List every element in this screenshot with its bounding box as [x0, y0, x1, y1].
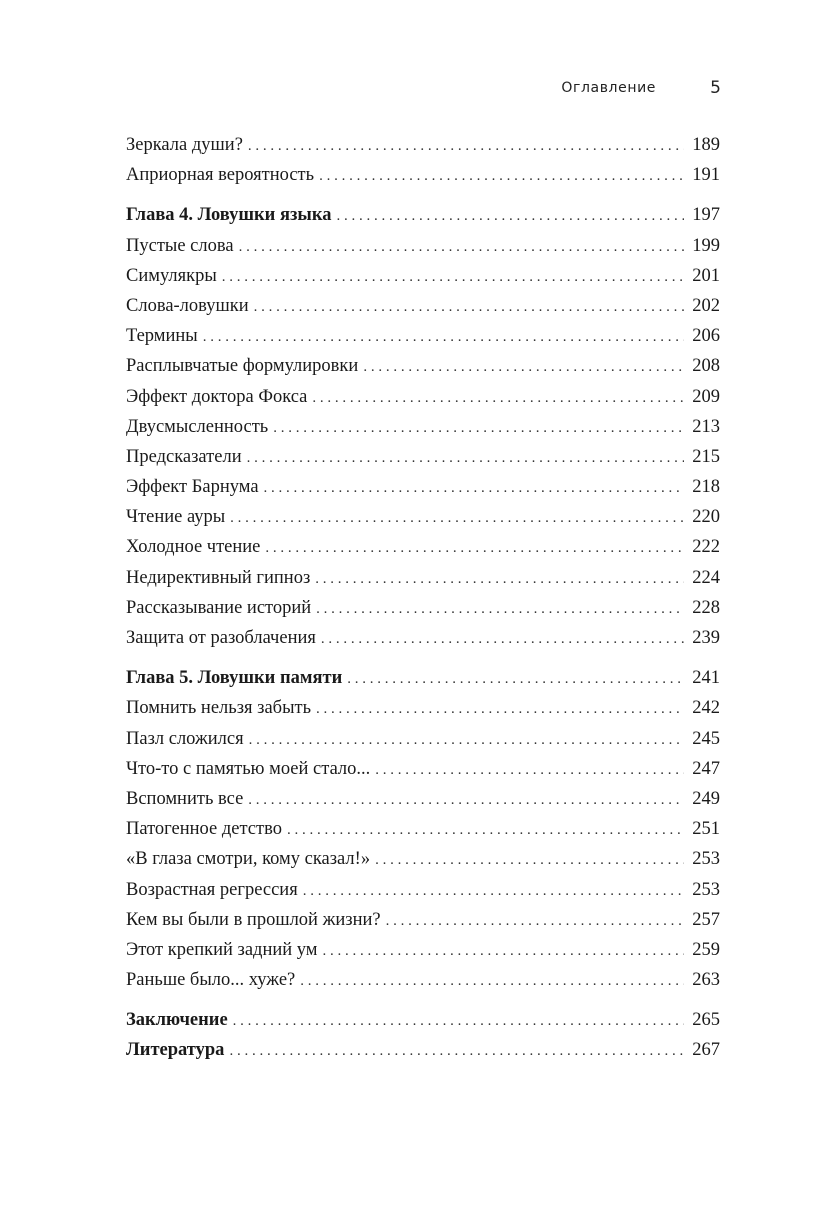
toc-entry-page: 257 [692, 909, 720, 930]
toc-entry-page: 191 [692, 165, 720, 186]
dot-leader [375, 845, 684, 875]
toc-entry-page: 242 [692, 698, 720, 719]
toc-entry-page: 201 [692, 265, 720, 286]
toc-entry[interactable] [126, 593, 720, 623]
toc-entry-label: Априорная вероятность [126, 165, 315, 186]
toc-entry-label: Патогенное детство [126, 819, 282, 840]
toc-entry-label: Расплывчатые формулировки [126, 356, 359, 377]
dot-leader [254, 292, 684, 322]
toc-entry-page: 245 [692, 728, 720, 749]
toc-entry-page: 247 [692, 758, 720, 779]
toc-entry-label: Термины [126, 326, 198, 347]
dot-leader [239, 232, 684, 262]
running-head-title: Оглавление [561, 80, 656, 96]
toc-entry-label: Возрастная регрессия [126, 879, 298, 900]
toc-entry-page: 189 [692, 135, 720, 155]
toc-entry-label: Что-то с памятью моей стало... [126, 758, 371, 779]
toc-entry[interactable] [126, 905, 720, 935]
toc-entry[interactable] [126, 130, 720, 160]
toc-entry[interactable] [126, 412, 720, 442]
dot-leader [203, 322, 684, 352]
toc-entry-label: Эффект доктора Фокса [126, 386, 308, 407]
toc-entry[interactable] [126, 442, 720, 472]
toc-chapter-4[interactable] [126, 200, 720, 230]
toc-entry-label: Кем вы были в прошлой жизни? [126, 909, 381, 930]
toc-chapter-label: Глава 5. Ловушки памяти [126, 668, 343, 689]
dot-leader [248, 785, 684, 815]
toc-entry-page: 206 [692, 326, 720, 347]
dot-leader [323, 936, 684, 966]
dot-leader [319, 161, 684, 191]
toc-entry-label: Вспомнить все [126, 788, 244, 809]
toc-chapter-label: Заключение [126, 1010, 228, 1031]
toc-conclusion[interactable] [126, 1005, 720, 1035]
toc-entry-page: 253 [692, 879, 720, 900]
toc-chapter-5[interactable] [126, 663, 720, 693]
toc-literature[interactable] [126, 1035, 720, 1065]
toc-entry[interactable] [126, 532, 720, 562]
toc-chapter-page: 241 [692, 668, 720, 689]
toc-entry-page: 209 [692, 386, 720, 407]
dot-leader [287, 815, 684, 845]
toc-entry[interactable] [126, 563, 720, 593]
dot-leader [222, 262, 684, 292]
dot-leader [316, 694, 684, 724]
toc-entry-page: 239 [692, 628, 720, 648]
toc-entry[interactable] [126, 231, 720, 261]
toc-chapter-label: Литература [126, 1040, 225, 1061]
toc-entry[interactable] [126, 321, 720, 351]
dot-leader [375, 755, 684, 785]
toc-entry[interactable] [126, 261, 720, 291]
toc-entry-label: Защита от разоблачения [126, 628, 316, 648]
toc-entry-page: 215 [692, 446, 720, 467]
dot-leader [247, 443, 684, 473]
toc-entry[interactable] [126, 693, 720, 723]
toc-entry[interactable] [126, 160, 720, 190]
dot-leader [273, 413, 684, 443]
dot-leader [229, 1036, 684, 1066]
toc-entry-label: Слова-ловушки [126, 295, 249, 316]
toc-entry-label: Чтение ауры [126, 507, 226, 528]
dot-leader [264, 473, 684, 503]
toc-entry-label: Двусмысленность [126, 416, 269, 437]
dot-leader [300, 966, 684, 996]
toc-entry-label: Предсказатели [126, 446, 242, 467]
dot-leader [336, 201, 684, 231]
dot-leader [386, 906, 684, 936]
toc-entry-page: 253 [692, 849, 720, 870]
toc-entry-page: 259 [692, 939, 720, 960]
page-number: 5 [710, 78, 721, 98]
dot-leader [303, 876, 684, 906]
toc-entry-page: 199 [692, 235, 720, 256]
dot-leader [363, 352, 684, 382]
dot-leader [233, 1006, 684, 1036]
toc-entry[interactable] [126, 502, 720, 532]
toc-entry[interactable] [126, 875, 720, 905]
toc-entry[interactable] [126, 965, 720, 995]
toc-entry-page: 218 [692, 477, 720, 498]
toc-entry-page: 251 [692, 819, 720, 840]
toc-entry[interactable] [126, 351, 720, 381]
toc-entry-page: 222 [692, 537, 720, 558]
toc-entry[interactable] [126, 844, 720, 874]
toc-entry[interactable] [126, 382, 720, 412]
toc-chapter-label: Глава 4. Ловушки языка [126, 205, 332, 226]
dot-leader [249, 725, 684, 755]
table-of-contents [126, 130, 720, 1066]
dot-leader [315, 564, 684, 594]
toc-entry[interactable] [126, 623, 720, 653]
toc-entry-page: 224 [692, 567, 720, 588]
dot-leader [321, 624, 684, 654]
toc-chapter-page: 267 [692, 1040, 720, 1061]
dot-leader [347, 664, 684, 694]
toc-entry-label: Раньше было... хуже? [126, 970, 296, 991]
toc-entry-page: 220 [692, 507, 720, 528]
toc-entry[interactable] [126, 724, 720, 754]
toc-entry-label: Пазл сложился [126, 728, 244, 749]
toc-entry-page: 213 [692, 416, 720, 437]
toc-chapter-page: 265 [692, 1010, 720, 1031]
toc-entry-page: 228 [692, 597, 720, 618]
toc-entry-label: Помнить нельзя забыть [126, 698, 312, 719]
dot-leader [316, 594, 684, 624]
toc-entry-label: «В глаза смотри, кому сказал!» [126, 849, 371, 870]
toc-entry[interactable] [126, 291, 720, 321]
dot-leader [265, 533, 684, 563]
dot-leader [230, 503, 684, 533]
toc-entry[interactable] [126, 754, 720, 784]
toc-entry-page: 263 [692, 970, 720, 991]
toc-entry[interactable] [126, 784, 720, 814]
toc-entry-page: 249 [692, 788, 720, 809]
toc-chapter-page: 197 [692, 205, 720, 226]
toc-entry-label: Симулякры [126, 265, 217, 286]
toc-entry[interactable] [126, 935, 720, 965]
toc-entry[interactable] [126, 472, 720, 502]
toc-entry-label: Недирективный гипноз [126, 567, 311, 588]
dot-leader [312, 383, 684, 413]
dot-leader [248, 131, 684, 161]
toc-entry[interactable] [126, 814, 720, 844]
toc-entry-label: Этот крепкий задний ум [126, 939, 318, 960]
toc-entry-label: Рассказывание историй [126, 597, 312, 618]
toc-entry-page: 208 [692, 356, 720, 377]
running-head [0, 78, 827, 100]
toc-entry-label: Зеркала души? [126, 135, 243, 155]
toc-entry-label: Холодное чтение [126, 537, 261, 558]
toc-entry-label: Эффект Барнума [126, 477, 259, 498]
toc-entry-page: 202 [692, 295, 720, 316]
toc-entry-label: Пустые слова [126, 235, 234, 256]
